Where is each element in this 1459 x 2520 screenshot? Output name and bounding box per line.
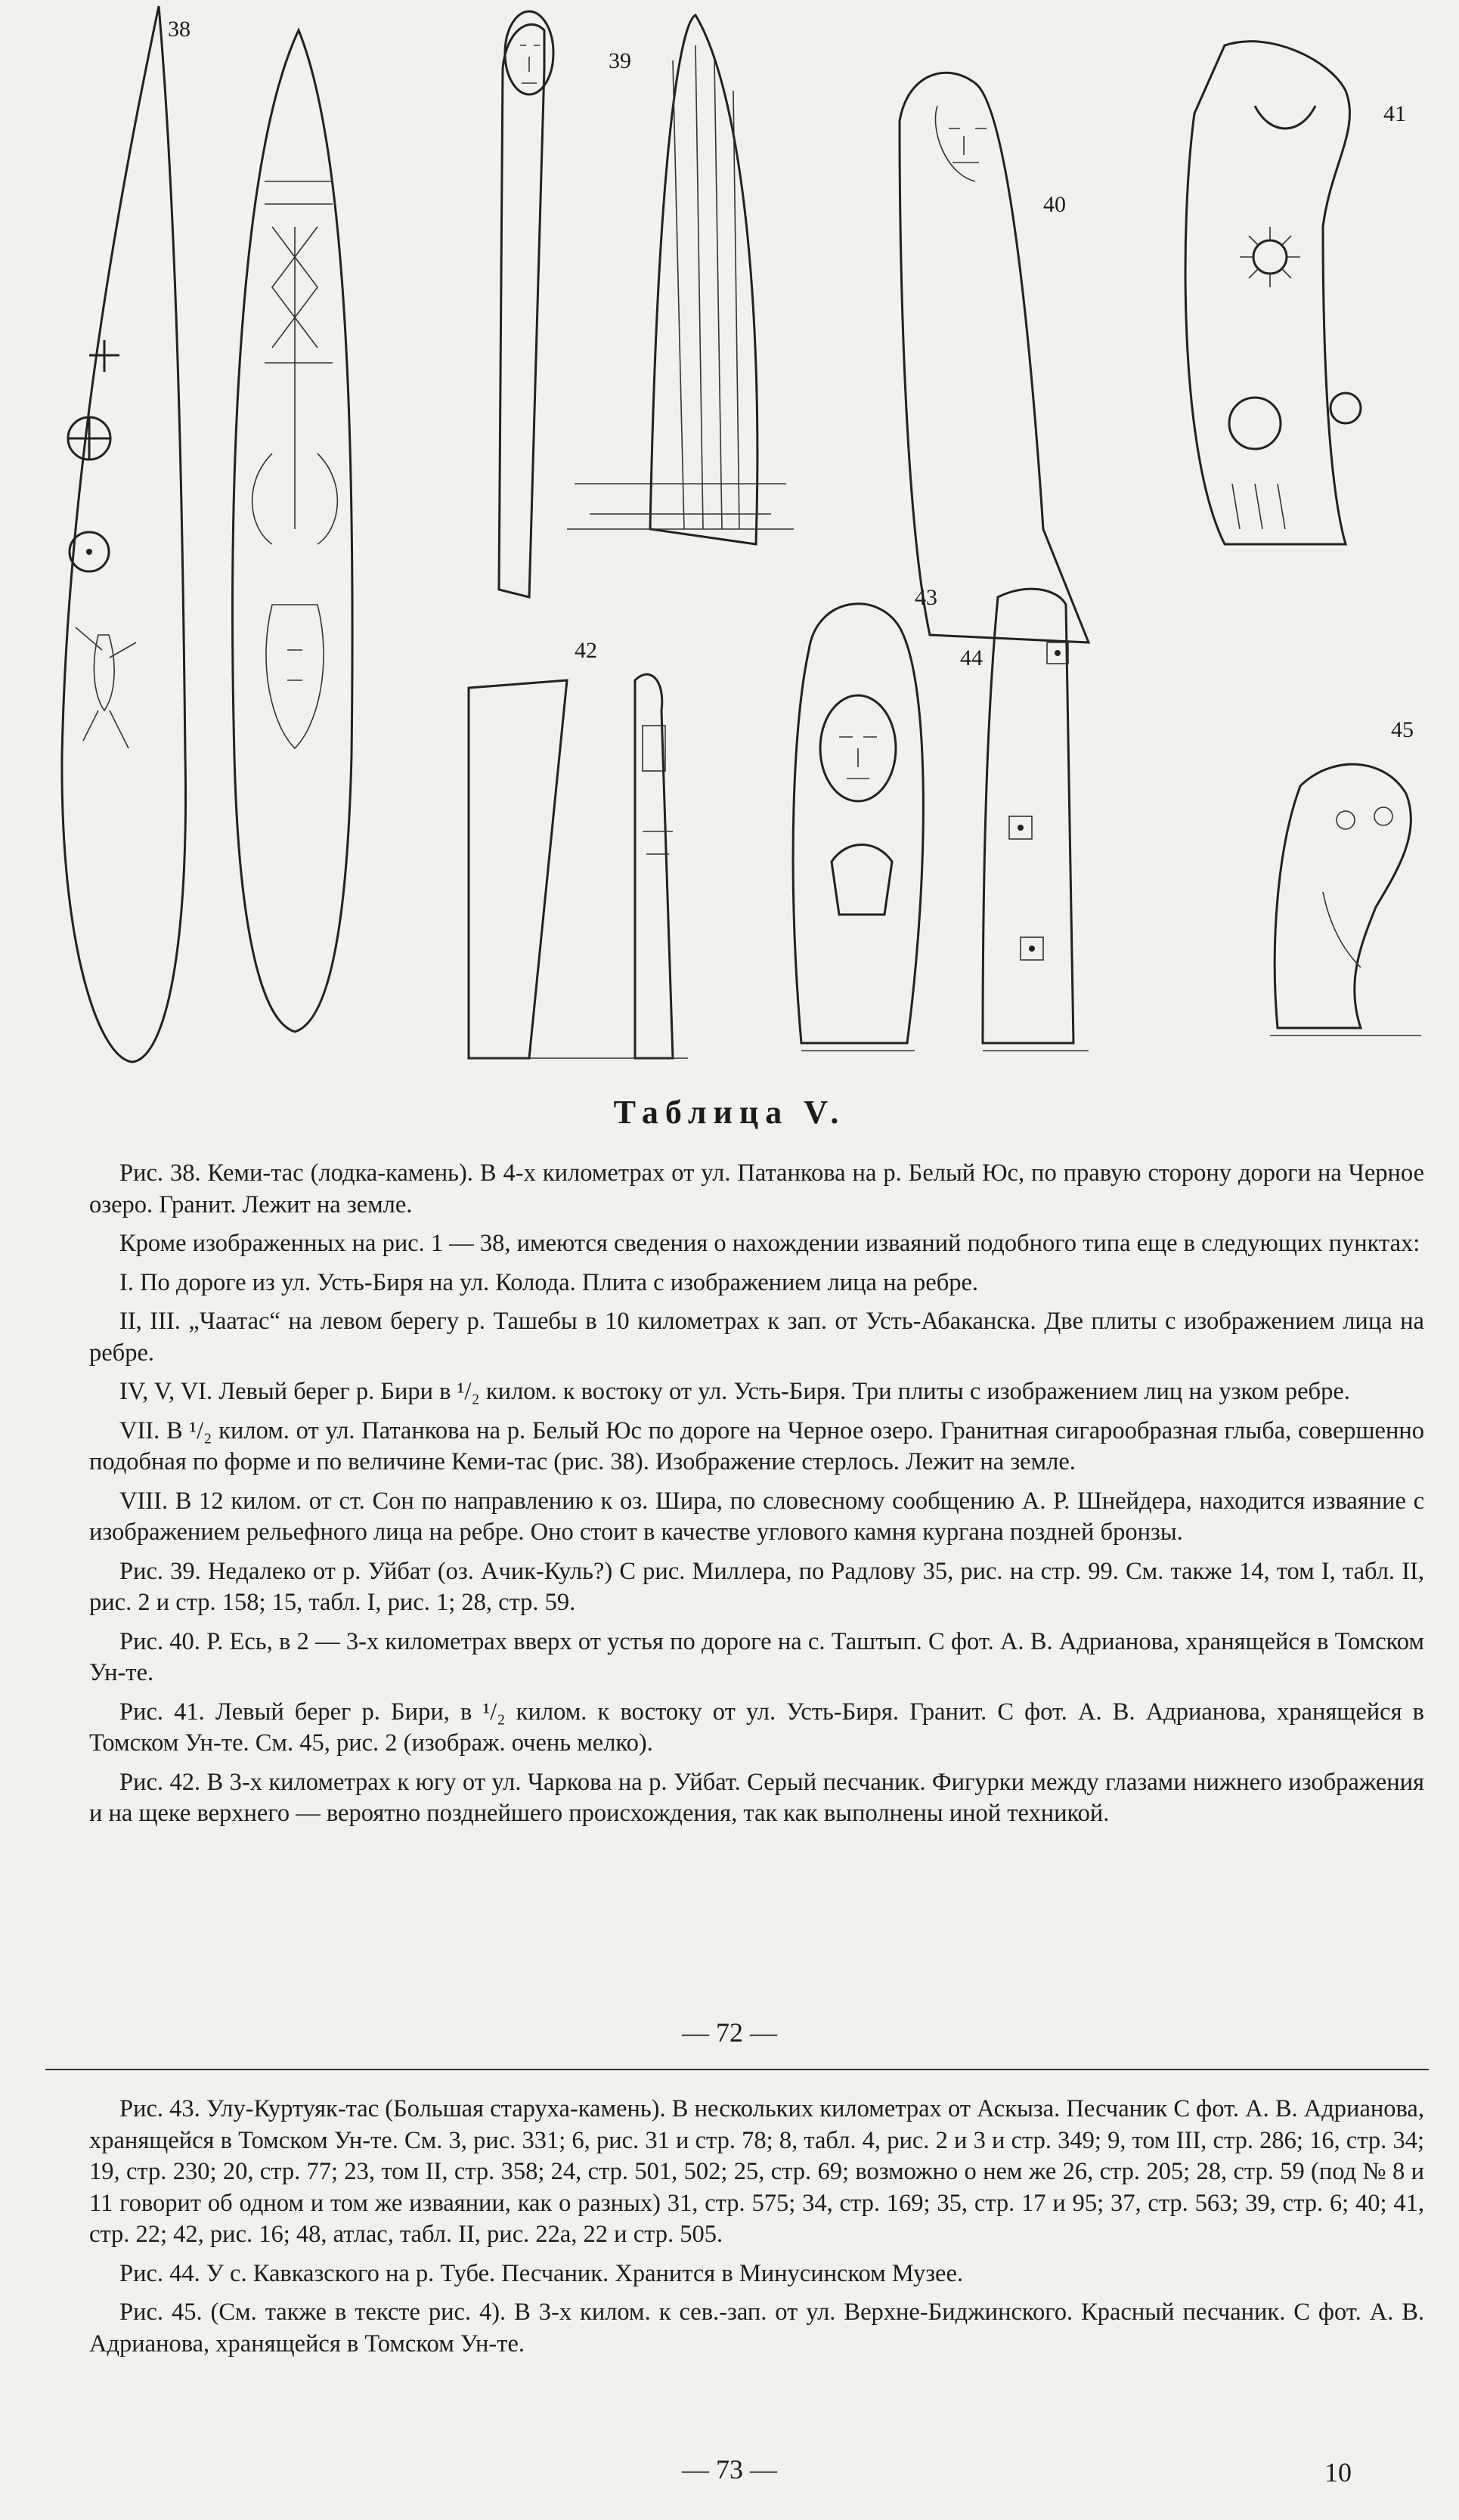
figure-39-inscribed-stone bbox=[499, 11, 794, 597]
caption-paragraph: Рис. 45. (См. также в тексте рис. 4). В 3-х килом. к сев.-зап. от ул. Верхне-Биджинского. Красный песчаник. С фот. А. В. Адрианова, хранящейся в Томском Ун-те. bbox=[89, 2299, 1424, 2357]
plate-drawings bbox=[45, 0, 1429, 1088]
caption-paragraph: I. По дороге из ул. Усть-Биря на ул. Колода. Плита с изображением лица на ребре. bbox=[119, 1268, 979, 1296]
figure-label-39: 39 bbox=[609, 48, 631, 73]
figure-44-stele bbox=[983, 589, 1073, 1043]
caption-paragraph: Рис. 43. Улу-Куртуяк-тас (Большая старуха-камень). В нескольких километрах от Аскыза. Песчаник С фот. А. В. Адрианова, хранящейся в Томском Ун-те. См. 3, рис. 331; 6, рис. 31 и стр. 78; 8, табл. 4, рис. 2 и 3 и стр. 349; 9, том III, стр. 286; 16, стр. 34; 19, стр. 230; 20, стр. 77; 23, том II, стр. 358; 24, стр. 501, 502; 25, стр. 69; возможно о нем же 26, стр. 205; 28, стр. 59 (под № 8 и 11 говорит об одном и том же изваянии, как о разных) 31, стр. 575; 34, стр. 169; 35, стр. 17 и 95; 37, стр. 563; 39, стр. 6; 40; 41, стр. 22; 42, рис. 16; 48, атлас, табл. II, рис. 22а, 22 и стр. 505. bbox=[89, 2095, 1424, 2248]
captions-block-bottom bbox=[89, 2094, 1424, 2367]
page-number-72: — 72 — bbox=[682, 2017, 777, 2048]
signature-mark: 10 bbox=[1324, 2457, 1352, 2487]
figure-42-stones bbox=[469, 674, 673, 1058]
caption-paragraph: Рис. 39. Недалеко от р. Уйбат (оз. Ачик-Куль?) С рис. Миллера, по Радлову 35, рис. на стр. 99. См. также 14, том I, табл. II, рис. 2 и стр. 158; 15, табл. I, рис. 1; 28, стр. 59. bbox=[89, 1557, 1424, 1616]
figure-41-stone bbox=[1185, 42, 1361, 544]
figure-label-42: 42 bbox=[575, 638, 597, 663]
figure-label-40: 40 bbox=[1043, 192, 1066, 217]
figure-38-ornamented-slab bbox=[233, 30, 353, 1032]
caption-paragraph: Рис. 42. В 3-х километрах к югу от ул. Чаркова на р. Уйбат. Серый песчаник. Фигурки между глазами нижнего изображения и на щеке верхнего — вероятно позднейшего происхождения, так как выполнены иной техникой. bbox=[89, 1768, 1424, 1827]
figure-45-stone bbox=[1275, 764, 1411, 1028]
figure-label-44: 44 bbox=[960, 645, 983, 670]
caption-paragraph: VIII. В 12 килом. от ст. Сон по направлению к оз. Шира, по словесному сообщению А. Р. Шнейдера, находится изваяние с изображением рельефного лица на ребре. Оно стоит в качестве углового камня кургана поздней бронзы. bbox=[89, 1487, 1424, 1546]
page-divider bbox=[45, 2069, 1429, 2070]
page-number-73: — 73 — bbox=[682, 2454, 777, 2484]
figure-label-41: 41 bbox=[1383, 101, 1406, 126]
figure-plate bbox=[45, 0, 1429, 1088]
caption-paragraph: Рис. 40. Р. Есь, в 2 — 3-х километрах вверх от устья по дороге на с. Таштып. С фот. А. В. Адрианова, хранящейся в Томском Ун-те. bbox=[89, 1627, 1424, 1686]
ground-lines bbox=[469, 1036, 1421, 1058]
caption-paragraph: Рис. 44. У с. Кавказского на р. Тубе. Песчаник. Хранится в Минусинском Музее. bbox=[119, 2259, 964, 2287]
caption-paragraph: IV, V, VI. Левый берег р. Бири в ¹/₂ килом. к востоку от ул. Усть-Биря. Три плиты с изображением лиц на узком ребре. bbox=[119, 1378, 1350, 1405]
figure-43-ulu-kurtuyak-tas bbox=[793, 604, 923, 1043]
caption-paragraph: Рис. 38. Кеми-тас (лодка-камень). В 4-х километрах от ул. Патанкова на р. Белый Юс, по правую сторону дороги на Черное озеро. Гранит. Лежит на земле. bbox=[89, 1159, 1424, 1218]
figure-label-43: 43 bbox=[915, 585, 937, 610]
figure-label-45: 45 bbox=[1391, 717, 1414, 742]
figure-38-kemi-tas bbox=[62, 6, 186, 1062]
figure-label-38: 38 bbox=[168, 17, 191, 42]
plate-title: Таблица V. bbox=[613, 1094, 846, 1131]
figure-40-stele bbox=[900, 73, 1089, 642]
captions-block-top bbox=[89, 1158, 1424, 1837]
caption-paragraph: II, III. „Чаатас“ на левом берегу р. Ташебы в 10 километрах к зап. от Усть-Абаканска. Две плиты с изображением лица на ребре. bbox=[89, 1308, 1424, 1367]
caption-paragraph: VII. В ¹/₂ килом. от ул. Патанкова на р. Белый Юс по дороге на Черное озеро. Гранитная сигарообразная глыба, совершенно подобная по форме и по величине Кеми-тас (рис. 38). Изображение стерлось. Лежит на земле. bbox=[89, 1416, 1424, 1475]
caption-paragraph: Рис. 41. Левый берег р. Бири, в ¹/₂ килом. к востоку от ул. Усть-Биря. Гранит. С фот. А. В. Адрианова, хранящейся в Томском Ун-те. См. 45, рис. 2 (изображ. очень мелко). bbox=[89, 1698, 1424, 1757]
caption-paragraph: Кроме изображенных на рис. 1 — 38, имеются сведения о нахождении изваяний подобного типа еще в следующих пунктах: bbox=[119, 1230, 1420, 1257]
